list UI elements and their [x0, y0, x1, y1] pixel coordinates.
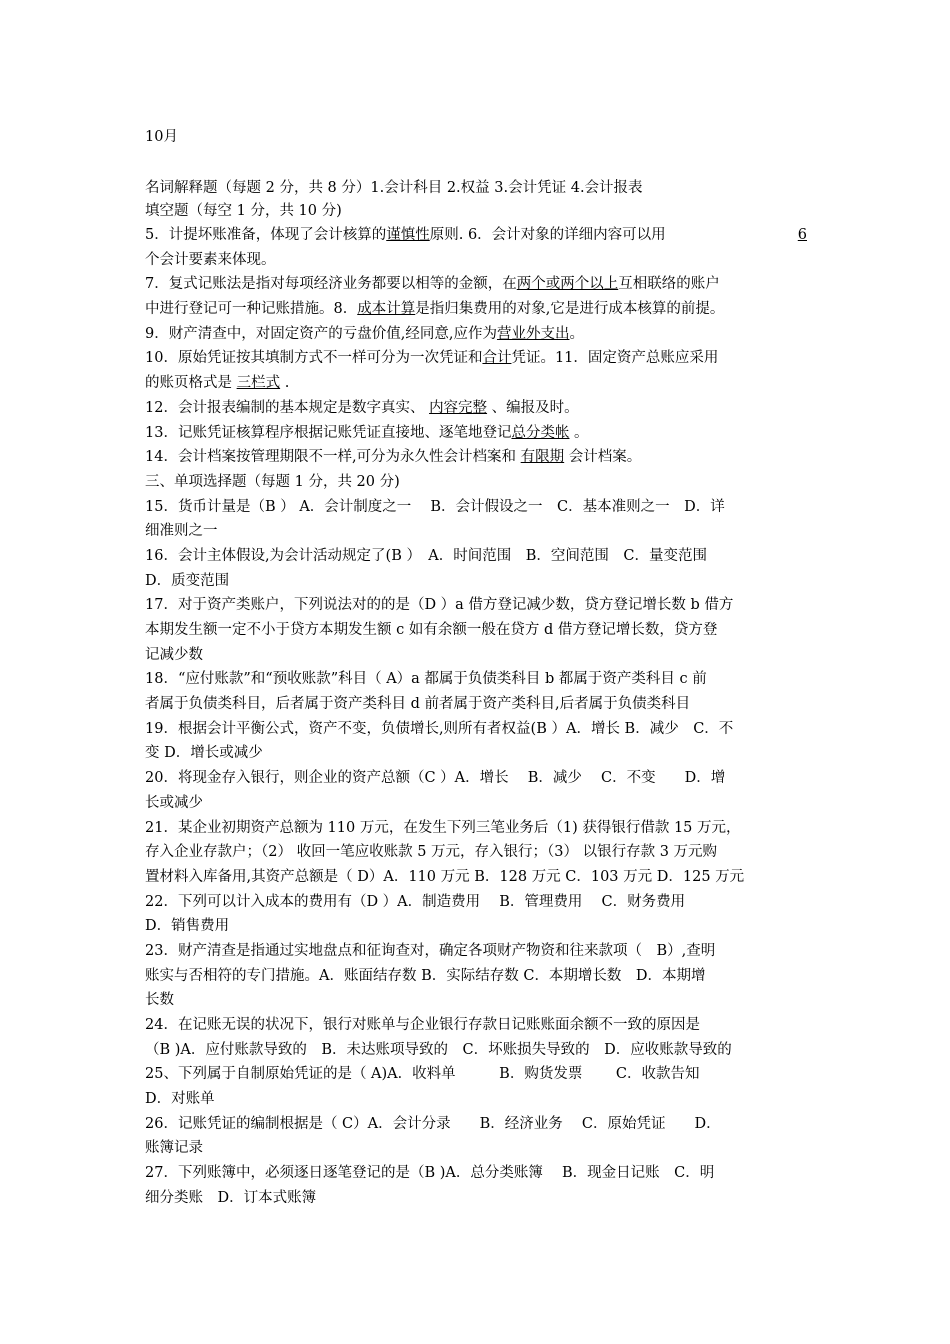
text-run: 。 — [569, 325, 584, 342]
text-run: 5．计提坏账准备，体现了会计核算的 — [145, 227, 387, 243]
line-segment — [145, 597, 733, 613]
text-run: 16．会计主体假设,为会计活动规定了(B ） A．时间范围 B．空间范围 C．量变范围 — [145, 547, 707, 564]
date-heading: 10月 — [145, 129, 178, 145]
text-run: 24．在记账无误的状况下，银行对账单与企业银行存款日记账账面余额不一致的原因是 — [145, 1017, 700, 1033]
line-segment — [145, 671, 707, 687]
text-line — [145, 618, 807, 643]
line-segment — [145, 1165, 714, 1181]
text-line — [145, 223, 807, 248]
text-run: 的账页格式是 — [145, 375, 237, 392]
line-segment — [145, 1042, 732, 1058]
text-line — [145, 272, 807, 297]
text-line — [145, 1087, 807, 1112]
text-line — [145, 816, 807, 841]
text-line — [145, 1062, 807, 1087]
line-segment — [145, 894, 685, 910]
text-run: 、编报及时。 — [487, 399, 579, 416]
text-line — [145, 421, 807, 446]
text-run: D．销售费用 — [145, 918, 230, 935]
text-run: 27．下列账簿中，必须逐日逐笔登记的是（B )A．总分类账簿 B．现金日记账 C．明 — [145, 1165, 715, 1182]
text-run: 7．复式记账法是指对每项经济业务都要以相等的金额，在 — [145, 276, 517, 293]
text-line — [145, 495, 807, 520]
line-segment — [145, 573, 229, 589]
text-run: 23．财产清查是指通过实地盘点和征询查对，确定各项财产物资和往来款项（ B）,查明 — [145, 942, 716, 959]
text-line — [145, 371, 807, 396]
filled-answer: 营业外支出 — [496, 325, 570, 342]
text-line — [145, 519, 807, 544]
line-segment — [145, 449, 641, 465]
line-segment — [145, 523, 218, 539]
text-run: 原则. 6．会计对象的详细内容可以用 — [429, 227, 666, 243]
text-run: 账簿记录 — [145, 1140, 203, 1157]
line-segment — [145, 400, 579, 416]
text-run: 。 — [569, 424, 589, 441]
filled-answer: 成本计算 — [357, 301, 416, 318]
line-segment — [145, 770, 725, 786]
text-run: 长或减少 — [145, 794, 203, 811]
text-run: 18．“应付账款”和“预收账款”科目（ A）a 都属于负债类科目 b 都属于资产类科目 c 前 — [145, 671, 707, 688]
text-run: 20．将现金存入银行，则企业的资产总额（C ）A．增长 B．减少 C．不变 D．增 — [145, 770, 726, 787]
text-line — [145, 791, 807, 816]
text-run: 者属于负债类科目，后者属于资产类科目 d 前者属于资产类科目,后者属于负债类科目 — [145, 696, 691, 713]
line-segment — [145, 869, 744, 885]
text-run: 19．根据会计平衡公式，资产不变，负债增长,则所有者权益(B ）A．增长 B．减少 C．不 — [145, 720, 734, 737]
filled-answer: 总分类帐 — [511, 424, 570, 441]
line-segment — [145, 499, 725, 515]
line-segment — [145, 968, 706, 984]
text-line — [145, 964, 807, 989]
line-segment — [145, 622, 717, 638]
filled-answer: 有限期 — [520, 449, 565, 466]
text-run: 会计档案。 — [564, 449, 642, 466]
text-line — [145, 248, 807, 273]
line-segment — [145, 647, 203, 663]
text-run: 细分类账 D．订本式账簿 — [145, 1189, 317, 1206]
text-run: 17．对于资产类账户，下列说法对的的是（D ）a 借方登记减少数，贷方登记增长数 b 借方 — [145, 597, 734, 614]
line-segment — [145, 326, 584, 342]
text-run: D．对账单 — [145, 1091, 215, 1108]
text-run: 26．记账凭证的编制根据是（ C）A．会计分录 B．经济业务 C．原始凭证 D． — [145, 1115, 721, 1132]
text-line — [145, 988, 807, 1013]
text-line — [145, 643, 807, 668]
line-segment — [145, 301, 724, 317]
text-run: D．质变范围 — [145, 572, 230, 589]
text-line — [145, 346, 807, 371]
text-run: 14．会计档案按管理期限不一样,可分为永久性会计档案和 — [145, 449, 521, 466]
text-line — [145, 692, 807, 717]
text-line — [145, 939, 807, 964]
line-segment — [145, 548, 707, 564]
line-segment — [145, 1190, 316, 1206]
filled-answer: 6 — [797, 227, 807, 243]
text-run: 账实与否相符的专门措施。A．账面结存数 B．实际结存数 C．本期增长数 D．本期增 — [145, 967, 706, 984]
text-run: 10．原始凭证按其填制方式不一样可分为一次凭证和 — [145, 350, 483, 367]
text-run: 22．下列可以计入成本的费用有（D ）A．制造费用 B．管理费用 C．财务费用 — [145, 893, 686, 910]
text-run: 变 D．增长或减少 — [145, 745, 263, 762]
line-segment — [145, 918, 229, 934]
text-line — [145, 569, 807, 594]
text-run: . — [280, 375, 290, 392]
text-run: （B )A．应付账款导致的 B．未达账项导致的 C．坏账损失导致的 D．应收账款导致的 — [145, 1041, 732, 1058]
line-segment — [145, 474, 400, 490]
filled-answer: 谨慎性 — [386, 227, 430, 243]
text-line — [145, 396, 807, 421]
filled-answer: 合计 — [482, 350, 512, 367]
line-segment — [145, 223, 666, 248]
text-line — [145, 297, 807, 322]
line-segment — [145, 721, 733, 737]
text-run: 三、单项选择题（每题 1 分，共 20 分) — [145, 473, 400, 490]
text-line — [145, 445, 807, 470]
text-run: 21．某企业初期资产总额为 110 万元，在发生下列三笔业务后（1) 获得银行借款 15 万元， — [145, 819, 741, 836]
line-segment — [145, 795, 203, 811]
text-line — [145, 717, 807, 742]
text-run: 个会计要素来体现。 — [145, 251, 276, 268]
line-segment — [145, 375, 289, 391]
filled-answer: 三栏式 — [236, 375, 281, 392]
text-line — [145, 865, 807, 890]
text-run: 13．记账凭证核算程序根据记账凭证直接地、逐笔地登记 — [145, 424, 512, 441]
text-run: 存入企业存款户；（2） 收回一笔应收账款 5 万元，存入银行；（3） 以银行存款 3 万元购 — [145, 844, 718, 861]
text-line — [145, 1112, 807, 1137]
text-line — [145, 840, 807, 865]
text-run: 填空题（每空 1 分，共 10 分) — [145, 203, 342, 219]
line-segment — [145, 844, 717, 860]
text-run: 本期发生额一定不小于贷方本期发生额 c 如有余额一般在贷方 d 借方登记增长数，贷方登 — [145, 622, 718, 638]
line-segment — [145, 1116, 721, 1132]
text-line — [145, 1038, 807, 1063]
text-line — [145, 1161, 807, 1186]
line-segment — [145, 992, 174, 1008]
text-run: 细准则之一 — [145, 523, 218, 540]
text-run: 15．货币计量是（B ） A．会计制度之一 B．会计假设之一 C．基本准则之一 D．详 — [145, 498, 725, 515]
line-segment — [145, 1017, 700, 1033]
text-run: 25、下列属于自制原始凭证的是（ A)A．收料单 B．购货发票 C．收款告知 — [145, 1066, 700, 1083]
line-segment — [145, 252, 276, 268]
line-segment — [145, 350, 718, 366]
line-segment — [145, 696, 690, 712]
filled-answer: 两个或两个以上 — [516, 276, 619, 293]
filled-answer: 内容完整 — [429, 399, 488, 416]
line-segment — [145, 943, 715, 959]
text-run: 置材料入库备用,其资产总额是（ D）A．110 万元 B．128 万元 C．103 万元 D．125 万元 — [145, 868, 745, 885]
text-line — [145, 200, 807, 223]
text-line — [145, 544, 807, 569]
text-line — [145, 741, 807, 766]
line-segment — [145, 203, 342, 219]
line-segment — [145, 1066, 700, 1082]
text-run: 互相联络的账户 — [618, 276, 720, 293]
line-segment — [145, 1091, 215, 1107]
text-run: 长数 — [145, 992, 174, 1009]
text-line — [145, 1186, 807, 1211]
text-line — [145, 914, 807, 939]
text-run: 凭证。11．固定资产总账应采用 — [511, 350, 719, 367]
line-segment — [798, 223, 807, 248]
line-segment — [145, 180, 643, 196]
text-run: 中进行登记可一种记账措施。8． — [145, 301, 358, 318]
line-segment — [145, 276, 720, 292]
text-line — [145, 177, 807, 200]
text-run: 9．财产清查中，对固定资产的亏盘价值,经同意,应作为 — [145, 325, 497, 342]
text-run: 名词解释题（每题 2 分，共 8 分）1.会计科目 2.权益 3.会计凭证 4.会计报表 — [145, 180, 643, 196]
text-line — [145, 470, 807, 495]
line-segment — [145, 745, 263, 761]
text-run: 记减少数 — [145, 646, 203, 663]
exam-content — [145, 177, 807, 1211]
text-line — [145, 322, 807, 347]
text-line — [145, 766, 807, 791]
line-segment — [145, 1140, 203, 1156]
line-segment — [145, 820, 741, 836]
text-line — [145, 667, 807, 692]
text-run: 12．会计报表编制的基本规定是数字真实、 — [145, 399, 430, 416]
text-line — [145, 1136, 807, 1161]
text-line — [145, 1013, 807, 1038]
text-run: 是指归集费用的对象,它是进行成本核算的前提。 — [415, 301, 725, 318]
text-line — [145, 593, 807, 618]
text-line — [145, 890, 807, 915]
line-segment — [145, 425, 589, 441]
